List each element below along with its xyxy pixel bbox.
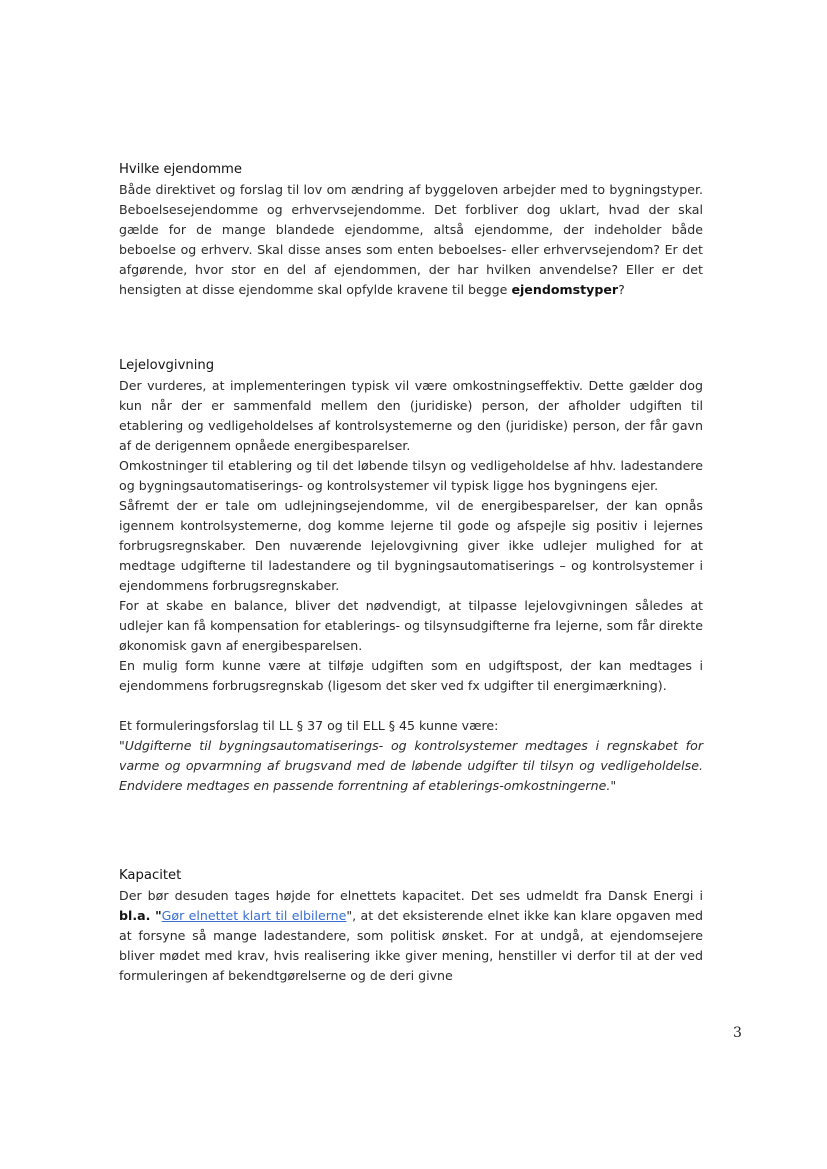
- body-paragraph: Omkostninger til etablering og til det løbende tilsyn og vedligeholdelse af hhv. ladestandere og bygningsautomatiserings- og kontrolsystemer vil typisk ligge hos bygningens ejer.: [119, 458, 703, 493]
- emphasized-word: ejendomstyper: [511, 282, 619, 297]
- page-number: 3: [733, 1025, 742, 1041]
- section-heading: Lejelovgivning: [119, 358, 215, 373]
- proposal-quote: "Udgifterne til bygningsautomatiserings- og kontrolsystemer medtages i regnskabet for varme og opvarmning af brugsvand med de løbende udgifter til tilsyn og vedligeholdelse. Endvidere medtages en passende forrentning af etablerings-omkostningerne.": [119, 738, 703, 793]
- body-paragraph: Der vurderes, at implementeringen typisk vil være omkostningseffektiv. Dette gælder dog kun når der er sammenfald mellem den (juridiske) person, der afholder udgiften til etablering og vedligeholdelses af kontrolsystemerne og den (juridiske) person, der får gavn af de derigennem opnåede energibesparelser.: [119, 378, 703, 453]
- body-paragraph: Såfremt der er tale om udlejningsejendomme, vil de energibesparelser, der kan opnås igennem kontrolsystemerne, dog komme lejerne til gode og afspejle sig positiv i lejernes forbrugsregnskaber. Den nuværende lejelovgivning giver ikke udlejer mulighed for at medtage udgifterne til ladestandere og til bygningsautomatiserings – og kontrolsystemer i ejendommens forbrugsregnskaber.: [119, 498, 703, 593]
- report-link[interactable]: Gør elnettet klart til elbilerne: [161, 908, 347, 923]
- section-kapacitet: [119, 866, 703, 986]
- paragraph-text: Der bør desuden tages højde for elnettets kapacitet. Det ses udmeldt fra Dansk Energi i: [119, 888, 703, 903]
- abbreviation: bl.a. ": [119, 908, 162, 923]
- body-paragraph: For at skabe en balance, bliver det nødvendigt, at tilpasse lejelovgivningen således at udlejer kan få kompensation for etablerings- og tilsynsudgifterne fra lejerne, som får direkte økonomisk gavn af energibesparelsen.: [119, 598, 703, 653]
- paragraph-text-end: ?: [618, 282, 625, 297]
- section-heading: Kapacitet: [119, 868, 182, 883]
- section-lejelovgivning: [119, 356, 703, 796]
- paragraph-text-continued: ", at det eksisterende elnet ikke kan klare opgaven med at forsyne så mange ladestandere, som politisk ønsket. For at undgå, at ejendomsejere bliver mødet med krav, hvis realisering ikke giver mening, henstiller vi derfor til at der ved formuleringen af bekendtgørelserne og de deri givne: [119, 908, 703, 983]
- paragraph-text: Både direktivet og forslag til lov om ændring af byggeloven arbejder med to bygningstyper. Beboelsesejendomme og erhvervsejendomme. Det forbliver dog uklart, hvad der skal gælde for de mange blandede ejendomme, altså ejendomme, der indeholder både beboelse og erhverv. Skal disse anses som enten beboelses- eller erhvervsejendom? Er det afgørende, hvor stor en del af ejendommen, der har hvilken anvendelse? Eller er det hensigten at disse ejendomme skal opfylde kravene til begge: [119, 182, 703, 297]
- section-hvilke-ejendomme: [119, 160, 703, 300]
- proposal-intro: Et formuleringsforslag til LL § 37 og til ELL § 45 kunne være:: [119, 718, 499, 733]
- body-paragraph: [119, 180, 703, 300]
- body-paragraph: [119, 886, 703, 986]
- section-heading: Hvilke ejendomme: [119, 162, 243, 177]
- body-paragraph: En mulig form kunne være at tilføje udgiften som en udgiftspost, der kan medtages i ejendommens forbrugsregnskab (ligesom det sker ved fx udgifter til energimærkning).: [119, 658, 703, 693]
